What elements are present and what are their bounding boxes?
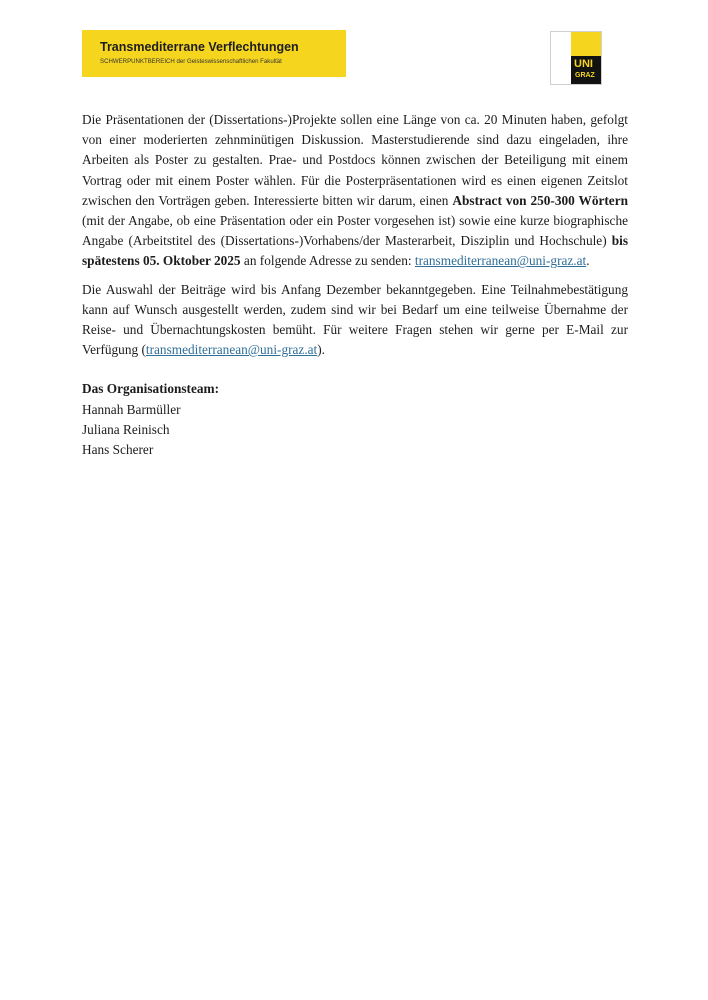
team-member: Hannah Barmüller [82, 401, 181, 417]
uni-graz-logo [550, 31, 602, 85]
p1-text2: (mit der Angabe, ob eine Präsentation oder ein Poster vorgesehen ist) sowie eine kurze biographische Angabe (Arbeitstitel des (Dissertations-)Vorhabens/der Masterarbeit, Disziplin und Hochschule) [82, 213, 628, 249]
p1-text3: an folgende Adresse zu senden: [240, 253, 415, 269]
p1-end: . [586, 253, 590, 269]
p2-end: ). [317, 342, 326, 358]
banner-title: Transmediterrane Verflechtungen [100, 40, 299, 54]
email-link-submission[interactable]: transmediterranean@uni-graz.at [414, 253, 587, 269]
paragraph-submission [82, 110, 628, 272]
team-member: Juliana Reinisch [82, 421, 170, 437]
logo-text-uni: UNI [574, 58, 593, 70]
organisation-team [82, 379, 628, 460]
logo-text-graz: GRAZ [575, 72, 595, 79]
p1-deadline: bis spätestens 05. Oktober 2025 [82, 233, 628, 269]
p1-text1: Die Präsentationen der (Dissertations-)Projekte sollen eine Länge von ca. 20 Minuten haben, gefolgt von einer moderierten zehnminütigen Diskussion. Masterstudierende sind dazu eingeladen, ihre Arbeiten als Poster zu gestalten. Prae- und Postdocs können zwischen der Beteiligung mit einem Vortrag oder mit einem Poster wählen. Für die Posterpräsentationen wird es einen eigenen Zeitslot zwischen den Vorträgen geben. Interessierte bitten wir darum, einen [82, 112, 628, 208]
document-body [82, 110, 628, 460]
paragraph-selection [82, 280, 628, 361]
p2-text1: Die Auswahl der Beiträge wird bis Anfang Dezember bekanntgegeben. Eine Teilnahmebestätigung kann auf Wunsch ausgestellt werden, zudem sind wir bei Bedarf um eine teilweise Übernahme der Reise- und Übernachtungskosten bemüht. Für weitere Fragen stehen wir gerne per E-Mail zur Verfügung ( [82, 281, 628, 358]
organisation-heading: Das Organisationsteam: [82, 381, 220, 397]
email-link-contact[interactable]: transmediterranean@uni-graz.at [145, 342, 318, 358]
banner-subtitle: SCHWERPUNKTBEREICH der Geisteswissenschaftlichen Fakultät [100, 58, 282, 65]
team-member: Hans Scherer [82, 442, 154, 458]
header-banner [82, 30, 346, 77]
p1-abstract-length: Abstract von 250-300 Wörtern [452, 192, 628, 208]
